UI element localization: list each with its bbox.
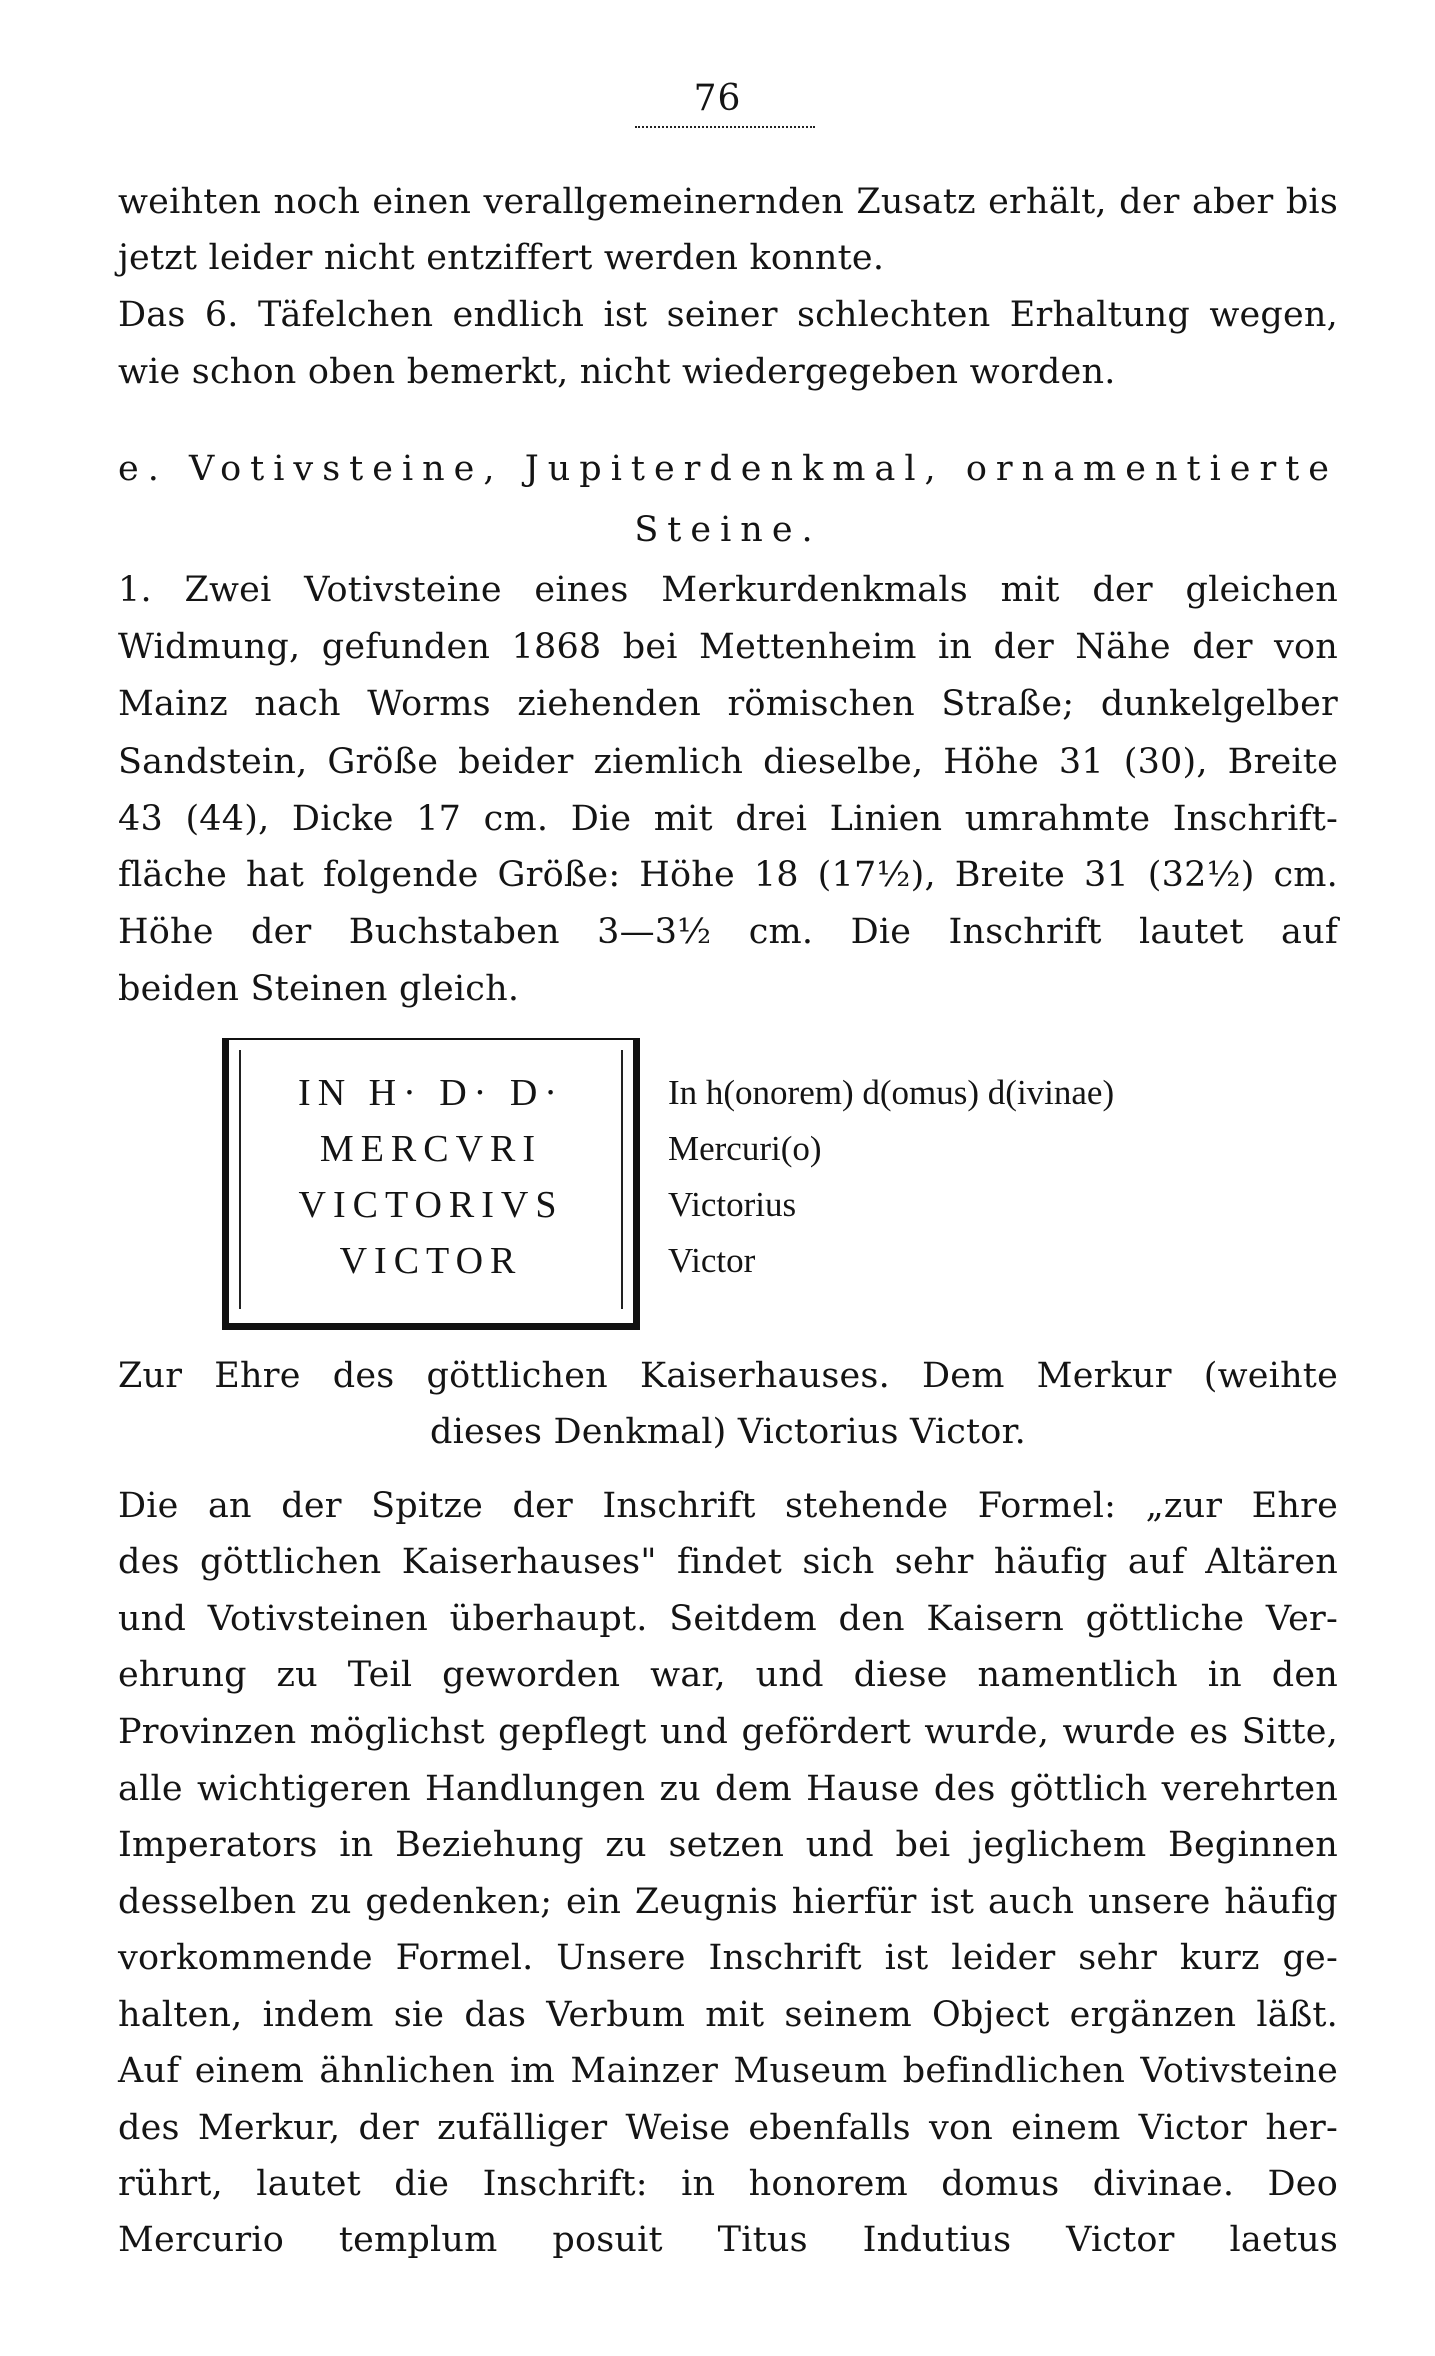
- section-heading: e. Votivsteine, Jupiterdenkmal, ornamentierte: [118, 449, 1338, 489]
- text-line: beiden Steinen gleich.: [118, 969, 520, 1009]
- text-line: dieses Denkmal) Victorius Victor.: [430, 1412, 1026, 1452]
- text-line: 1. Zwei Votivsteine eines Merkurdenkmals mit der gleichen: [118, 570, 1338, 610]
- text-line: Provinzen möglichst gepflegt und gefördert wurde, wurde es Sitte,: [118, 1712, 1338, 1752]
- text-line: Zur Ehre des göttlichen Kaiserhauses. Dem Merkur (weihte: [118, 1356, 1338, 1396]
- text-line: vorkommende Formel. Unsere Inschrift ist leider sehr kurz ge-: [118, 1938, 1338, 1978]
- text-line: fläche hat folgende Größe: Höhe 18 (17½), Breite 31 (32½) cm.: [118, 855, 1338, 895]
- text-line: Mainz nach Worms ziehenden römischen Straße; dunkelgelber: [118, 684, 1338, 724]
- text-line: weihten noch einen verallgemeinernden Zusatz erhält, der aber bis: [118, 182, 1338, 222]
- text-line: Höhe der Buchstaben 3—3½ cm. Die Inschrift lautet auf: [118, 912, 1338, 952]
- text-line: des Merkur, der zufälliger Weise ebenfalls von einem Victor her-: [118, 2108, 1338, 2148]
- inscription-line: IN H· D· D·: [298, 1072, 564, 1114]
- page-number: 76: [693, 78, 742, 119]
- inscription-translation: In h(onorem) d(omus) d(ivinae): [668, 1073, 1115, 1112]
- text-line: desselben zu gedenken; ein Zeugnis hierfür ist auch unsere häufig: [118, 1882, 1338, 1922]
- text-line: wie schon oben bemerkt, nicht wiedergegeben worden.: [118, 352, 1116, 392]
- inscription-line: VICTOR: [339, 1240, 523, 1282]
- text-line: 43 (44), Dicke 17 cm. Die mit drei Linien umrahmte Inschrift-: [118, 799, 1338, 839]
- inscription-translation: Mercuri(o): [668, 1129, 822, 1168]
- text-line: Widmung, gefunden 1868 bei Mettenheim in der Nähe der von: [118, 627, 1338, 667]
- text-line: Mercurio templum posuit Titus Indutius Victor laetus: [118, 2220, 1338, 2260]
- text-line: Imperators in Beziehung zu setzen und bei jeglichem Beginnen: [118, 1825, 1338, 1865]
- text-line: und Votivsteinen überhaupt. Seitdem den Kaisern göttliche Ver-: [118, 1599, 1338, 1639]
- text-line: alle wichtigeren Handlungen zu dem Hause des göttlich verehrten: [118, 1769, 1338, 1809]
- text-line: halten, indem sie das Verbum mit seinem Object ergänzen läßt.: [118, 1995, 1338, 2035]
- text-line: des göttlichen Kaiserhauses" findet sich sehr häufig auf Altären: [118, 1542, 1338, 1582]
- inscription-translation: Victorius: [668, 1185, 797, 1224]
- inscription-translation: Victor: [668, 1241, 756, 1280]
- text-line: jetzt leider nicht entziffert werden konnte.: [118, 238, 885, 278]
- page-number-ornament: [635, 126, 815, 134]
- text-line: ehrung zu Teil geworden war, und diese namentlich in den: [118, 1655, 1338, 1695]
- inscription-line: MERCVRI: [319, 1128, 543, 1170]
- text-line: Sandstein, Größe beider ziemlich dieselbe, Höhe 31 (30), Breite: [118, 742, 1338, 782]
- text-line: Auf einem ähnlichen im Mainzer Museum befindlichen Votivsteine: [118, 2051, 1338, 2091]
- inscription-line: VICTORIVS: [298, 1184, 564, 1226]
- text-line: rührt, lautet die Inschrift: in honorem domus divinae. Deo: [118, 2164, 1338, 2204]
- text-line: Die an der Spitze der Inschrift stehende Formel: „zur Ehre: [118, 1486, 1338, 1526]
- inscription-frame: [222, 1038, 640, 1330]
- text-line: Das 6. Täfelchen endlich ist seiner schlechten Erhaltung wegen,: [118, 295, 1338, 335]
- section-heading: Steine.: [634, 510, 822, 550]
